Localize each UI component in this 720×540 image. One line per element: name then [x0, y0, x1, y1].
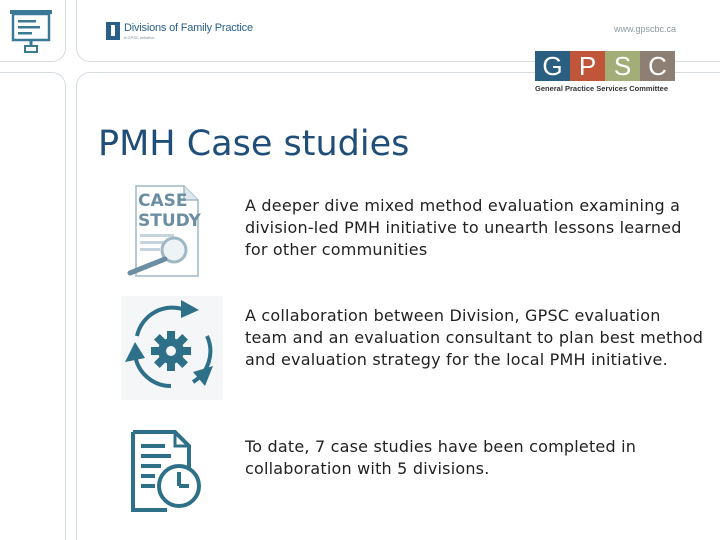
case-study-icon [122, 184, 202, 280]
slide-title: PMH Case studies [98, 124, 410, 164]
gpsc-url: www.gpscbc.ca [613, 24, 676, 34]
item-text-1: A deeper dive mixed method evaluation examining a division-led PMH initiative to unearth lessons learned for other communities [245, 196, 682, 259]
gpsc-letter-c: C [640, 51, 675, 81]
svg-text:STUDY: STUDY [138, 211, 201, 231]
gpsc-letter-s: S [605, 51, 640, 81]
gpsc-letter-g: G [535, 51, 570, 81]
divisions-logo [106, 22, 253, 40]
presentation-board-icon [8, 8, 54, 54]
gpsc-letter-p: P [570, 51, 605, 81]
gpsc-logo [535, 51, 675, 93]
svg-text:CASE: CASE [138, 191, 188, 211]
divisions-logo-name: Divisions of Family Practice [124, 21, 253, 34]
gear-cycle-icon [121, 296, 223, 400]
divisions-logo-mark [106, 22, 120, 40]
frame-left [0, 72, 66, 540]
gpsc-caption: General Practice Services Committee [535, 84, 668, 93]
document-clock-icon [131, 430, 205, 514]
item-text-2: A collaboration between Division, GPSC evaluation team and an evaluation consultant to plan best method and evaluation strategy for the local PMH initiative. [245, 306, 704, 369]
item-text-3: To date, 7 case studies have been completed in collaboration with 5 divisions. [245, 437, 637, 478]
divisions-logo-sub: A GPSC initiative [124, 34, 155, 40]
